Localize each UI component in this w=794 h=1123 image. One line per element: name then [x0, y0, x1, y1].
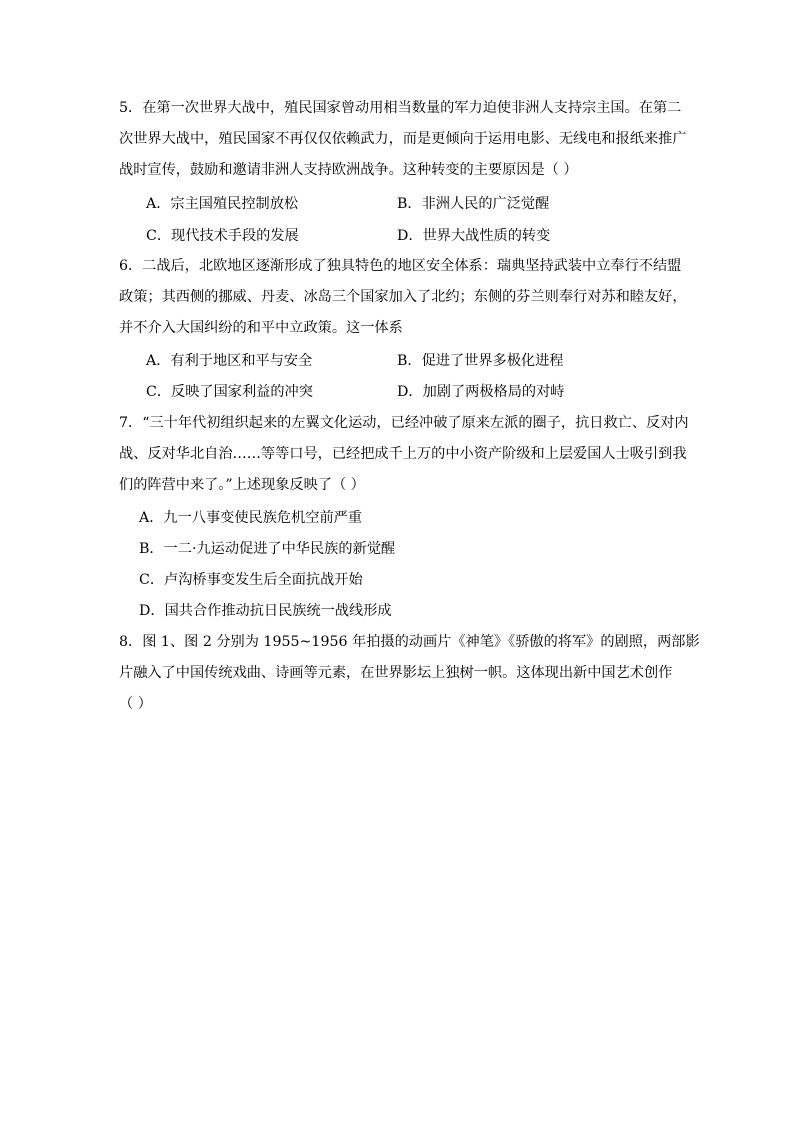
question-5-line-1: 5．在第一次世界大战中，殖民国家曾动用相当数量的军力迫使非洲人支持宗主国。在第二	[119, 100, 682, 116]
question-5-option-b[interactable]: B．非洲人民的广泛觉醒	[397, 196, 550, 212]
question-5	[119, 93, 687, 244]
question-5-line-2: 次世界大战中，殖民国家不再仅仅依赖武力，而是更倾向于运用电影、无线电和报纸来推广	[119, 131, 687, 147]
question-6-line-3: 并不介入大国纠纷的和平中立政策。这一体系	[119, 320, 403, 336]
question-7-option-b[interactable]: B．一二·九运动促进了中华民族的新觉醒	[139, 541, 396, 557]
question-5-line-3: 战时宣传，鼓励和邀请非洲人支持欧洲战争。这种转变的主要原因是（ ）	[119, 162, 578, 178]
question-7-line-1: 7．“三十年代初组织起来的左翼文化运动，已经冲破了原来左派的圈子，抗日救亡、反对内	[119, 415, 689, 431]
question-5-option-d[interactable]: D．世界大战性质的转变	[397, 228, 551, 244]
question-8	[119, 627, 700, 720]
question-5-option-a[interactable]: A．宗主国殖民控制放松	[146, 196, 299, 212]
question-6-options-row-2	[119, 377, 679, 408]
question-7-line-2: 战、反对华北自治……等等口号，已经把成千上万的中小资产阶级和上层爱国人士吸引到我	[119, 446, 687, 462]
question-5-options-row-2	[119, 221, 679, 252]
question-7-option-a[interactable]: A．九一八事变使民族危机空前严重	[139, 510, 363, 526]
question-6-line-2: 政策；其西侧的挪威、丹麦、冰岛三个国家加入了北约；东侧的芬兰则奉行对苏和睦友好，	[119, 289, 687, 305]
question-8-line-2: 片融入了中国传统戏曲、诗画等元素，在世界影坛上独树一帜。这体现出新中国艺术创作	[119, 665, 673, 681]
question-5-options-row-1	[119, 189, 679, 220]
question-6-option-d[interactable]: D．加剧了两极格局的对峙	[397, 384, 565, 400]
question-7-option-d[interactable]: D．国共合作推动抗日民族统一战线形成	[139, 603, 392, 619]
question-7-option-c[interactable]: C．卢沟桥事变发生后全面抗战开始	[139, 572, 363, 588]
question-8-line-1: 8．图 1、图 2 分别为 1955~1956 年拍摄的动画片《神笔》《骄傲的将军》的剧照，两部影	[119, 634, 700, 650]
question-7	[119, 408, 689, 619]
question-6-options-row-1	[119, 346, 679, 377]
question-6-option-c[interactable]: C．反映了国家利益的冲突	[146, 384, 313, 400]
question-6-option-b[interactable]: B．促进了世界多极化进程	[397, 353, 564, 369]
question-6	[119, 251, 687, 400]
question-8-line-3: （ ）	[119, 696, 152, 712]
question-5-option-c[interactable]: C．现代技术手段的发展	[146, 228, 299, 244]
question-7-line-3: 们的阵营中来了。”上述现象反映了（ ）	[119, 477, 365, 493]
question-6-option-a[interactable]: A．有利于地区和平与安全	[146, 353, 313, 369]
question-6-line-1: 6．二战后，北欧地区逐渐形成了独具特色的地区安全体系：瑞典坚持武装中立奉行不结盟	[119, 258, 682, 274]
